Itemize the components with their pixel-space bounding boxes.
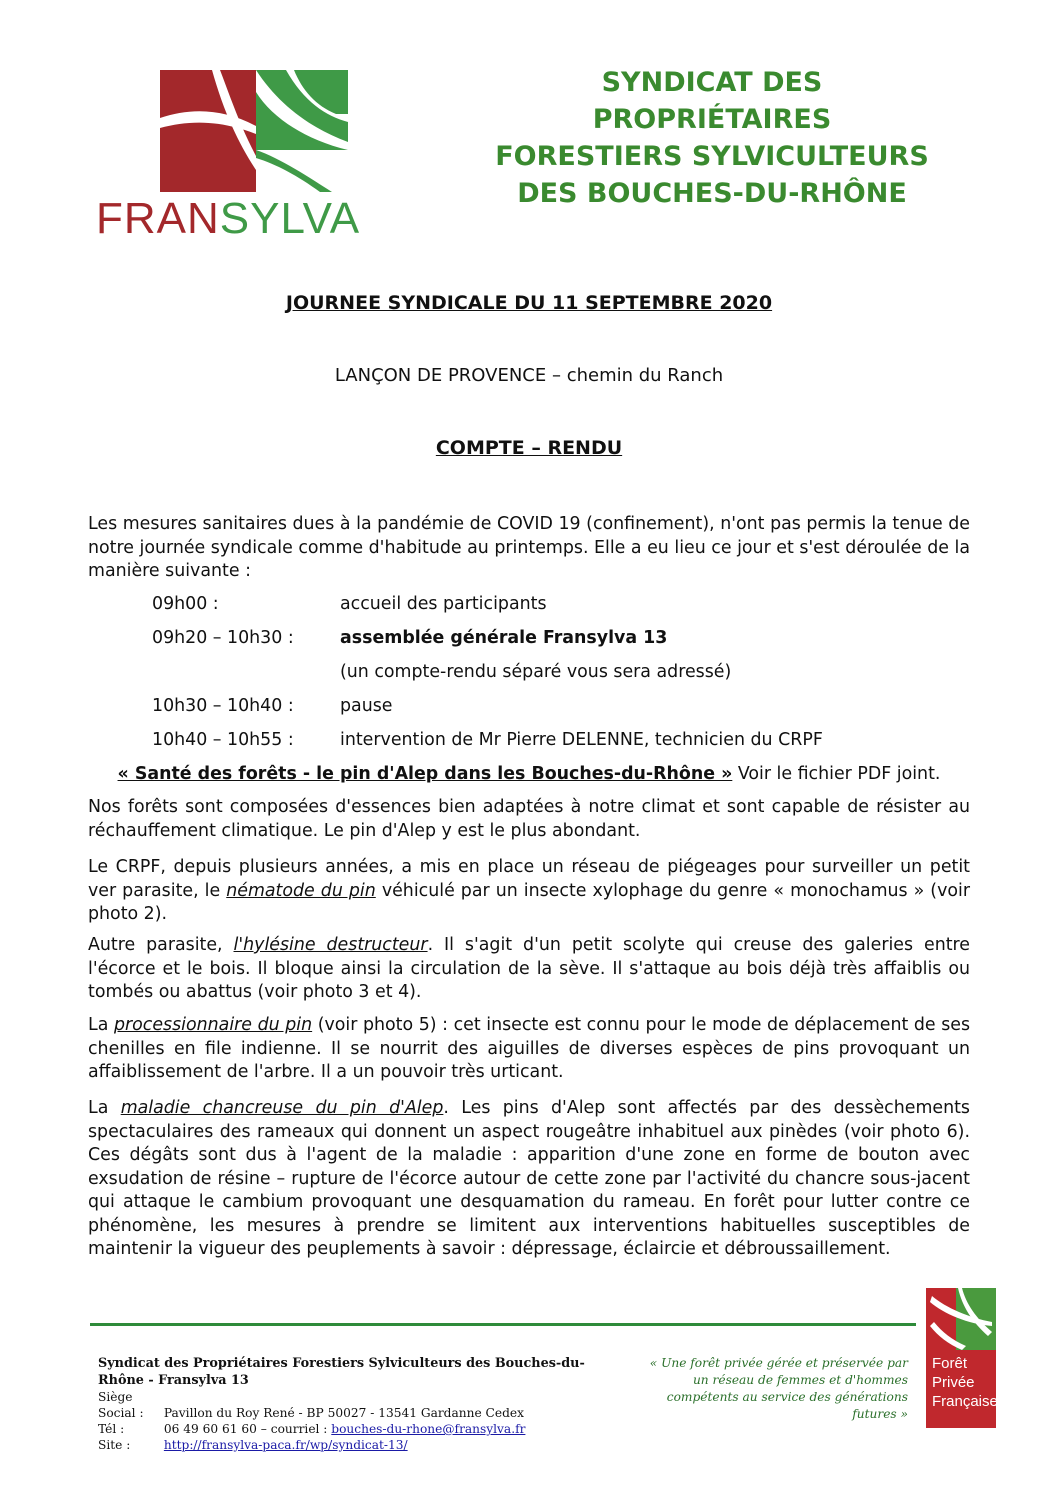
paragraph-processionnaire [88, 1014, 970, 1085]
foret-privee-francaise-logo [926, 1288, 996, 1428]
org-title-line: FORESTIERS SYLVICULTEURS [495, 141, 929, 172]
text-run: . Les pins d'Alep sont affectés par des dessèchements spectaculaires des rameaux qui donnent un aspect rougeâtre inhabituel aux pinèdes (voir photo 6). Ces dégâts sont dus à l'agent de la maladie : apparition d'une zone en forme de bouton avec exsudation de résine – rupture de l'écorce autour de cette zone par l'activité du chancre sous-jacent qui attaque le cambium provoquant une desquamation du rameau. En forêt pour lutter contre ce phénomène, les mesures à prendre se limitent aux interventions habituelles susceptibles de maintenir la vigueur des peuplements à savoir : dépressage, éclaircie et débroussaillement. [88, 1098, 970, 1259]
footer-site-label: Site : [98, 1438, 131, 1452]
wordmark-sylva: SYLVA [219, 194, 361, 243]
schedule-desc: accueil des participants [340, 594, 547, 614]
org-title [468, 64, 956, 212]
fpf-line: Française [932, 1393, 998, 1410]
footer-tel [98, 1421, 608, 1437]
schedule-desc: pause [340, 696, 393, 716]
fpf-line: Privée [932, 1374, 975, 1391]
event-location: LANÇON DE PROVENCE – chemin du Ranch [334, 365, 724, 386]
presentation-line [0, 764, 1058, 784]
footer-site-link[interactable]: http://fransylva-paca.fr/wp/syndicat-13/ [163, 1438, 408, 1452]
schedule-time: 09h20 – 10h30 : [152, 628, 294, 648]
event-title: JOURNEE SYNDICALE DU 11 SEPTEMBRE 2020 [285, 292, 773, 314]
paragraph-nematode [88, 856, 970, 927]
report-title: COMPTE – RENDU [435, 437, 623, 459]
presentation-title: « Santé des forêts - le pin d'Alep dans les Bouches-du-Rhône » [117, 764, 733, 784]
footer-tel-label: Tél : [98, 1422, 125, 1436]
paragraph-hylesine [88, 934, 970, 1005]
text-run: . Il s'agit d'un petit scolyte qui creuse des galeries entre l'écorce et le bois. Il bloque ainsi la circulation de la sève. Il s'attaque au bois déjà très affaiblis ou tombés ou abattus (voir photo 3 et 4). [88, 935, 970, 1002]
org-title-line: PROPRIÉTAIRES [592, 104, 832, 135]
footer-email-link[interactable]: bouches-du-rhone@fransylva.fr [331, 1422, 526, 1436]
schedule-time: 09h00 : [152, 594, 219, 614]
fpf-wordmark [926, 1350, 996, 1428]
fpf-emblem-icon [926, 1288, 996, 1350]
term-nematode: nématode du pin [226, 880, 376, 901]
schedule-time: 10h40 – 10h55 : [152, 730, 294, 750]
fransylva-wordmark [96, 194, 360, 244]
footer-siege [98, 1389, 608, 1421]
text-run: Autre parasite, [88, 935, 234, 955]
text-run: La [88, 1015, 114, 1035]
fransylva-emblem-icon [160, 66, 352, 194]
fpf-line: Forêt [932, 1355, 968, 1372]
footer-siege-value: Pavillon du Roy René - BP 50027 - 13541 Gardanne Cedex [163, 1406, 524, 1420]
term-processionnaire: processionnaire du pin [113, 1015, 313, 1035]
text-run: (voir photo 5) : cet insecte est connu pour le mode de déplacement de ses chenilles en file indienne. Il se nourrit des aiguilles de diverses espèces de pins provoquant un affaiblissement de l'arbre. Il a un pouvoir très urticant. [88, 1015, 971, 1082]
footer-contact [98, 1355, 608, 1453]
schedule-desc: assemblée générale Fransylva 13 [340, 628, 668, 648]
org-title-line: SYNDICAT DES [601, 67, 823, 98]
schedule-time: 10h30 – 10h40 : [152, 696, 294, 716]
footer-site [98, 1437, 608, 1453]
fransylva-logo [96, 66, 361, 244]
footer-siege-label: Siège Social : [98, 1390, 144, 1420]
footer-tel-value: 06 49 60 61 60 – courriel : [163, 1422, 332, 1436]
text-run: véhiculé par un insecte xylophage du genre « monochamus » (voir photo 2). [88, 880, 970, 924]
intro-paragraph: Les mesures sanitaires dues à la pandémie de COVID 19 (confinement), n'ont pas permis la tenue de notre journée syndicale comme d'habitude au printemps. Elle a eu lieu ce jour et s'est déroulée de la manière suivante : [88, 514, 970, 581]
text-run: La [88, 1098, 121, 1118]
schedule-desc: intervention de Mr Pierre DELENNE, technicien du CRPF [340, 730, 823, 750]
text-run: Le CRPF, depuis plusieurs années, a mis en place un réseau de piégeages pour surveiller un petit ver parasite, le [88, 857, 970, 901]
paragraph-maladie-chancreuse [88, 1097, 970, 1262]
presentation-note: Voir le fichier PDF joint. [737, 764, 941, 784]
footer-divider [90, 1323, 916, 1326]
schedule-desc: (un compte-rendu séparé vous sera adressé) [340, 662, 732, 682]
paragraph-forests: Nos forêts sont composées d'essences bien adaptées à notre climat et sont capable de résister au réchauffement climatique. Le pin d'Alep y est le plus abondant. [88, 797, 970, 841]
footer-org-name: Syndicat des Propriétaires Forestiers Sylviculteurs des Bouches-du-Rhône - Fransylva 13 [98, 1356, 585, 1388]
term-maladie-chancreuse: maladie chancreuse du pin d'Alep [120, 1098, 444, 1118]
org-title-line: DES BOUCHES-DU-RHÔNE [517, 178, 907, 209]
wordmark-fran: FRAN [96, 194, 220, 243]
footer-slogan: « Une forêt privée gérée et préservée par un réseau de femmes et d'hommes compétents au service des générations futures » [649, 1356, 908, 1421]
term-hylesine: l'hylésine destructeur [233, 935, 428, 955]
